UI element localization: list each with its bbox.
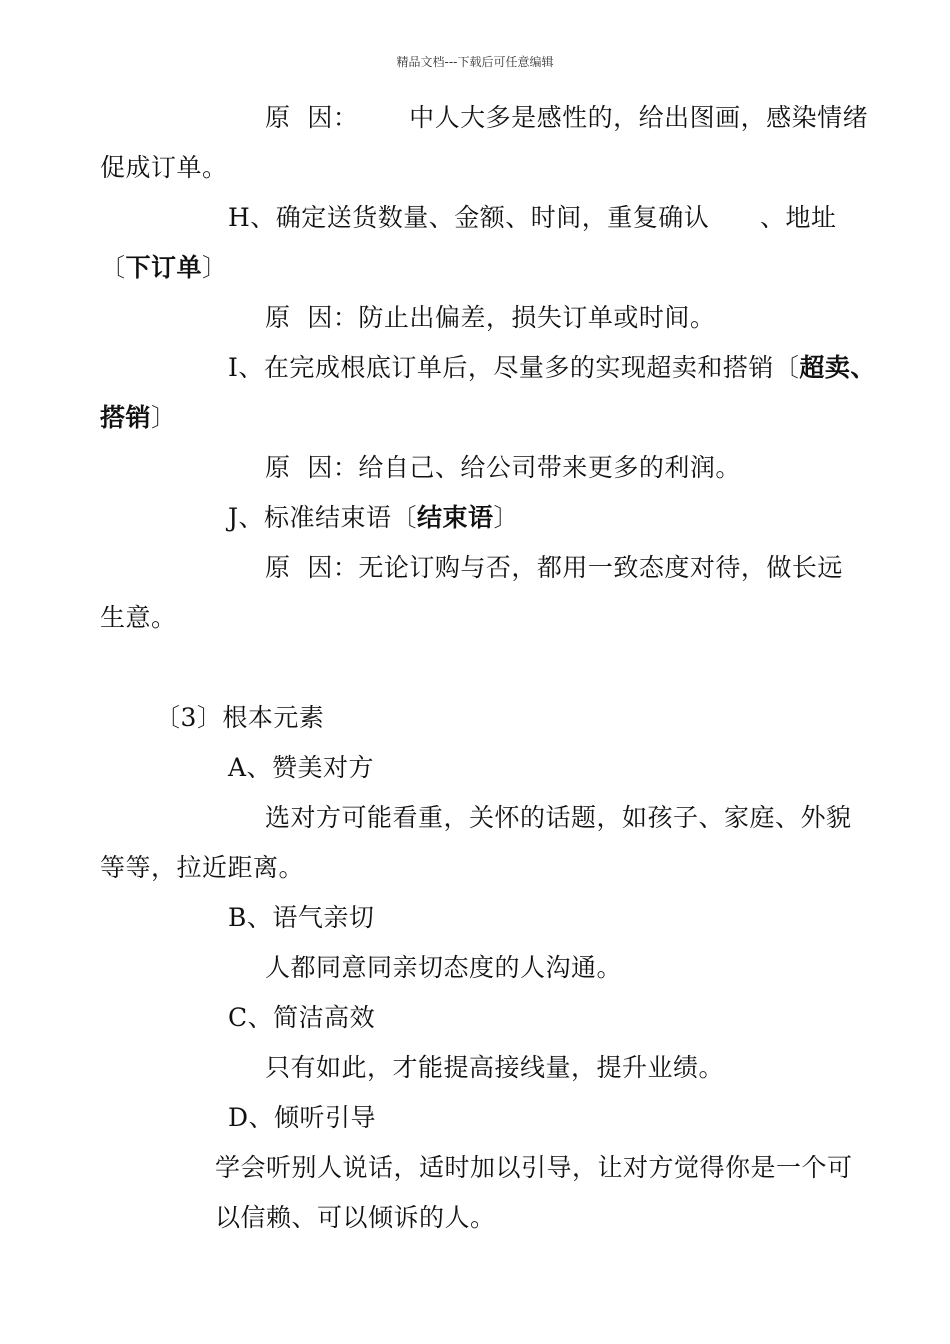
text: H、确定送货数量、金额、时间，重复确认 、地址 — [228, 203, 837, 232]
bracket-close: 〕 — [493, 503, 520, 532]
text: J、标准结束语〔 — [228, 503, 418, 532]
text: I、在完成根底订单后，尽量多的实现超卖和搭销〔 — [228, 353, 800, 382]
text: 等等，拉近距离。 — [100, 853, 305, 882]
text: 促成订单。 — [100, 153, 228, 182]
text: 〔3〕根本元素 — [155, 703, 325, 732]
keyword-cross-sell: 搭销 — [100, 403, 152, 432]
element-b-desc — [265, 952, 622, 984]
text: 选对方可能看重，关怀的话题，如孩子、家庭、外貌 — [265, 803, 852, 832]
item-i-cont — [100, 402, 177, 434]
reason-line-emotion-cont — [100, 152, 228, 184]
keyword-place-order: 下订单 — [125, 253, 203, 282]
element-a-desc — [265, 802, 852, 834]
text: 原 因：无论订购与否，都用一致态度对待，做长远 — [265, 553, 843, 582]
text: 原 因：给自己、给公司带来更多的利润。 — [265, 453, 741, 482]
bracket-open: 〔 — [100, 253, 126, 282]
keyword-closing: 结束语 — [417, 503, 494, 532]
text: B、语气亲切 — [228, 903, 375, 932]
text: 只有如此，才能提高接线量，提升业绩。 — [265, 1053, 725, 1082]
element-d-desc — [215, 1152, 853, 1184]
text: 原 因：防止出偏差，损失订单或时间。 — [265, 303, 716, 332]
element-c-desc — [265, 1052, 724, 1084]
text: 以信赖、可以倾诉的人。 — [215, 1203, 496, 1232]
element-d — [228, 1102, 376, 1134]
reason-line-profit — [265, 452, 741, 484]
element-a-desc-cont — [100, 852, 304, 884]
item-i — [228, 352, 876, 384]
element-c — [228, 1002, 375, 1034]
reason-line-attitude-cont — [100, 602, 177, 634]
reason-line-deviation — [265, 302, 715, 334]
element-d-desc-cont — [215, 1202, 496, 1234]
bracket-close: 〕 — [202, 253, 228, 282]
bracket-close: 〕 — [151, 403, 177, 432]
keyword-upsell: 超卖、 — [799, 353, 876, 382]
reason-line-emotion — [265, 102, 868, 134]
element-a — [228, 752, 374, 784]
item-j — [228, 502, 519, 534]
text: D、倾听引导 — [228, 1103, 377, 1132]
text: 生意。 — [100, 603, 177, 632]
item-h — [228, 202, 836, 234]
text: 原 因： 中人大多是感性的，给出图画，感染情绪 — [265, 103, 869, 132]
text: A、赞美对方 — [228, 753, 375, 782]
text: 学会听别人说话，适时加以引导，让对方觉得你是一个可 — [215, 1153, 853, 1182]
text: 人都同意同亲切态度的人沟通。 — [265, 953, 623, 982]
reason-line-attitude — [265, 552, 843, 584]
page-header: 精品文档---下载后可任意编辑 — [396, 55, 554, 69]
section-heading — [155, 702, 324, 734]
item-h-cont — [100, 252, 228, 284]
element-b — [228, 902, 374, 934]
text: C、简洁高效 — [228, 1003, 376, 1032]
